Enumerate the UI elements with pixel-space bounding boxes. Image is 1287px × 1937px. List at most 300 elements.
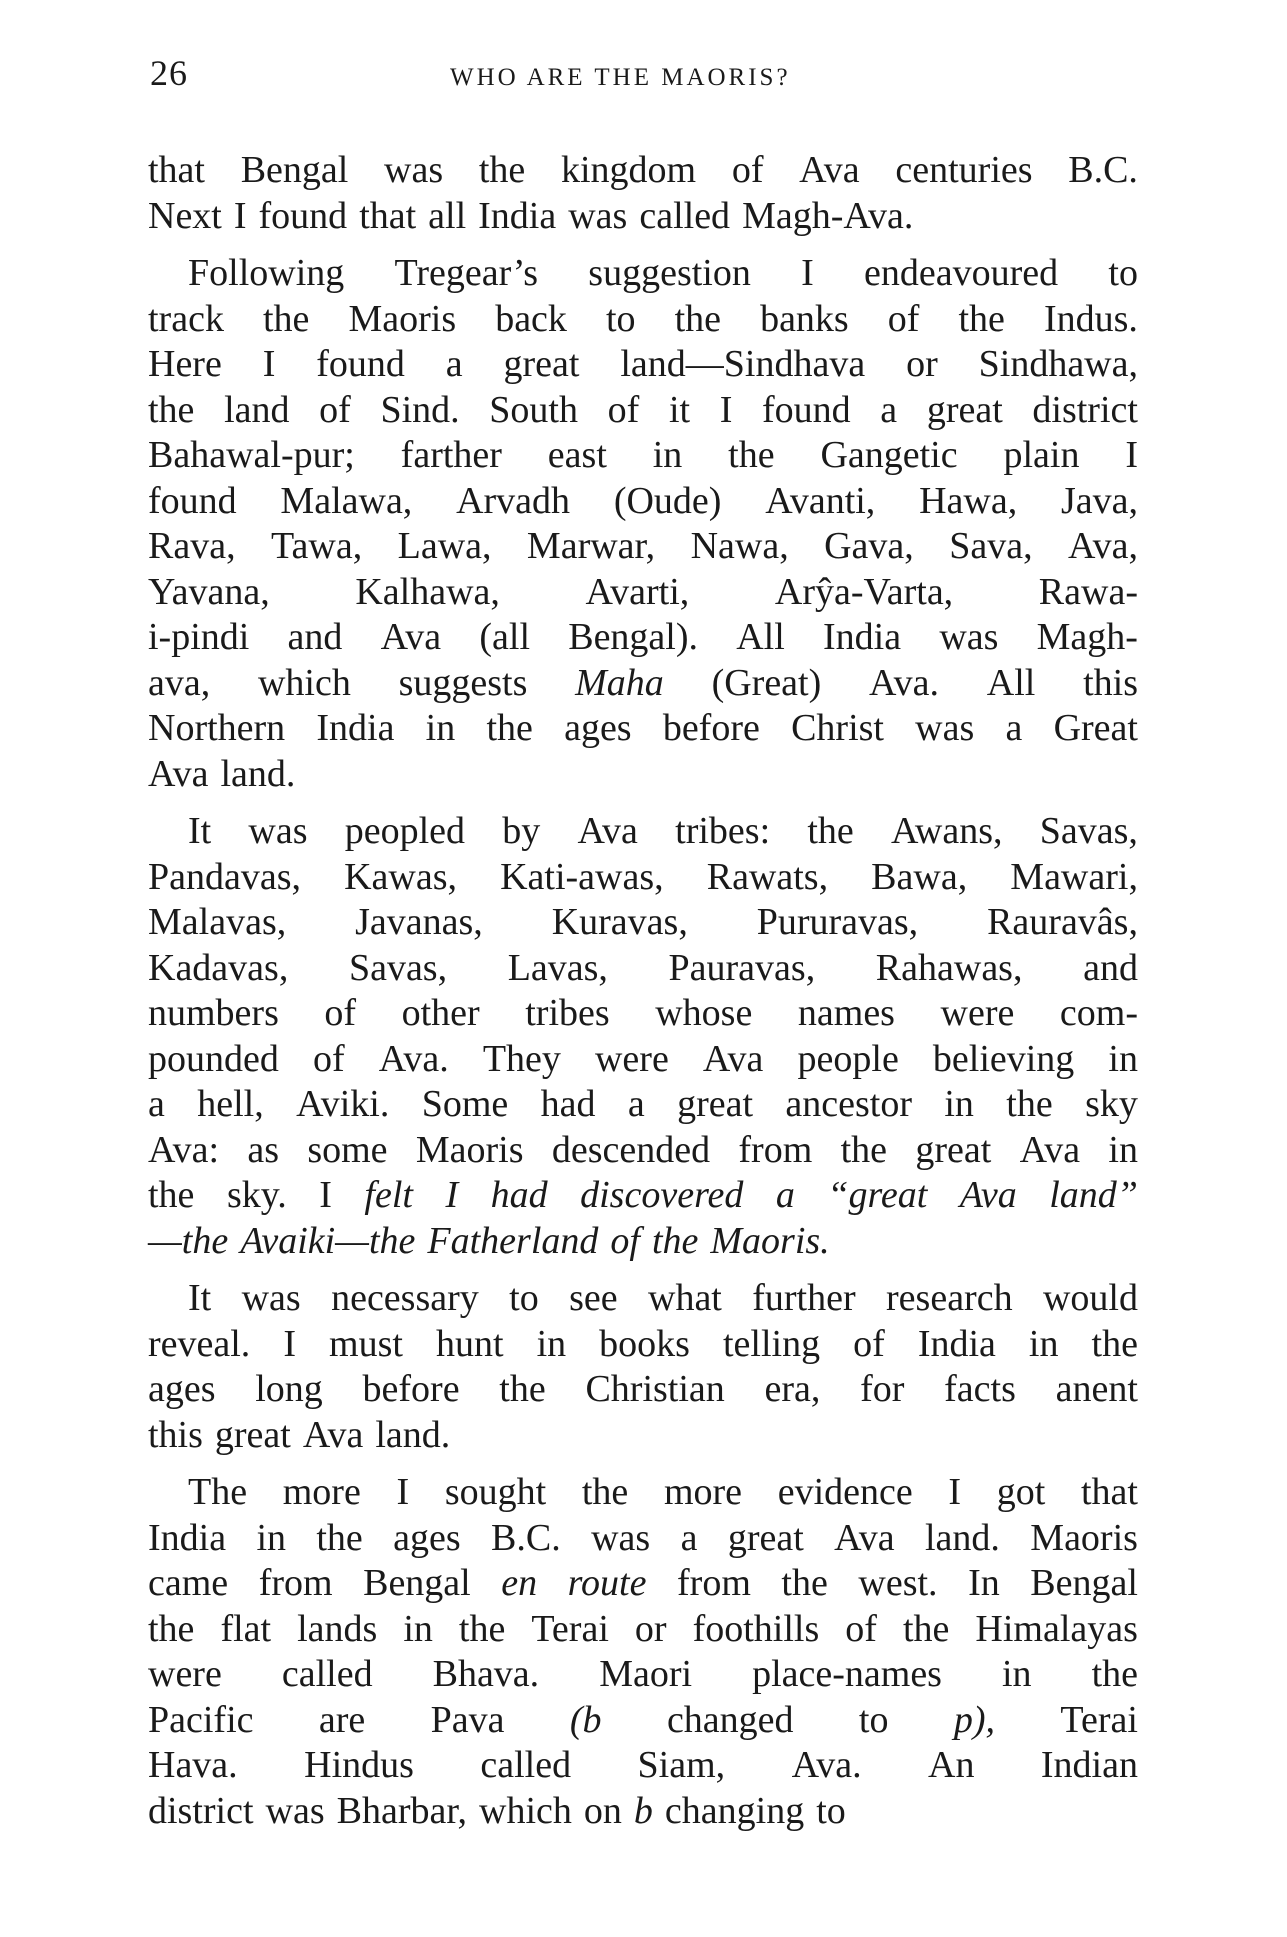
word: numbers bbox=[148, 992, 279, 1034]
paragraph bbox=[148, 1276, 1138, 1458]
word: All bbox=[986, 661, 1036, 704]
word: great bbox=[727, 1516, 804, 1559]
word: back bbox=[495, 297, 567, 340]
text-line bbox=[148, 1173, 1138, 1219]
word: —the bbox=[148, 1219, 229, 1262]
word: route bbox=[567, 1562, 647, 1604]
text-line bbox=[148, 194, 1138, 240]
word: from bbox=[677, 1562, 751, 1604]
word: Ava bbox=[302, 1413, 364, 1456]
word: Savas, bbox=[1039, 810, 1138, 852]
text-line bbox=[148, 1082, 1138, 1128]
word: endeavoured bbox=[864, 252, 1059, 294]
word: this bbox=[148, 1413, 203, 1456]
word: Indus. bbox=[1043, 297, 1138, 340]
word: or bbox=[634, 1607, 667, 1650]
word: was bbox=[568, 194, 628, 237]
word: was bbox=[241, 1277, 301, 1319]
text-line bbox=[148, 1322, 1138, 1368]
word: that bbox=[1080, 1471, 1138, 1513]
word: as bbox=[247, 1128, 280, 1171]
word: the bbox=[1006, 1083, 1053, 1125]
word: to bbox=[1108, 252, 1138, 294]
word: B.C. bbox=[491, 1516, 561, 1559]
word: Sindhawa, bbox=[978, 343, 1138, 385]
word: I bbox=[1125, 434, 1138, 476]
word: great bbox=[503, 343, 580, 385]
word: Gangetic bbox=[820, 434, 958, 476]
word: Northern bbox=[148, 707, 286, 749]
page-number: 26 bbox=[150, 53, 188, 93]
word: I bbox=[445, 1174, 459, 1216]
text-line bbox=[148, 1037, 1138, 1083]
word: Bhava. bbox=[432, 1653, 540, 1695]
word: Terai bbox=[1060, 1698, 1138, 1741]
word: era, bbox=[764, 1368, 821, 1410]
word: I bbox=[262, 343, 276, 385]
word: Maori bbox=[599, 1653, 693, 1695]
word: India bbox=[148, 1516, 227, 1559]
word: com- bbox=[1059, 992, 1138, 1034]
word: sky. bbox=[226, 1174, 287, 1216]
word: the bbox=[807, 810, 854, 852]
word: descended bbox=[551, 1128, 711, 1171]
word: Ava bbox=[702, 1037, 764, 1080]
word: in bbox=[256, 1516, 286, 1559]
word: to bbox=[509, 1277, 539, 1319]
text-line bbox=[148, 1219, 1138, 1265]
word: Sind. bbox=[380, 388, 460, 431]
word: of bbox=[845, 1607, 877, 1650]
word: Next bbox=[148, 194, 222, 237]
word: discovered bbox=[580, 1174, 744, 1216]
text-line bbox=[148, 1561, 1138, 1607]
word: was bbox=[248, 810, 308, 852]
word: Ava: bbox=[148, 1128, 220, 1171]
word: people bbox=[797, 1037, 899, 1080]
word: the bbox=[316, 1516, 363, 1559]
word: and bbox=[287, 616, 343, 658]
word: was bbox=[939, 616, 999, 658]
word: a bbox=[680, 1516, 698, 1559]
word: In bbox=[968, 1562, 1000, 1604]
word: a bbox=[445, 343, 463, 385]
word: in bbox=[652, 434, 683, 476]
word: banks bbox=[760, 297, 849, 340]
word: Marwar, bbox=[526, 525, 656, 567]
word: (b bbox=[569, 1698, 602, 1741]
word: Ava bbox=[959, 1174, 1017, 1216]
word: believing bbox=[932, 1037, 1075, 1080]
word: foothills bbox=[692, 1607, 820, 1650]
word: were bbox=[940, 992, 1015, 1034]
word: peopled bbox=[344, 810, 466, 852]
word: Himalayas bbox=[975, 1607, 1138, 1650]
word: Pururavas, bbox=[756, 901, 919, 943]
word: India bbox=[917, 1322, 996, 1365]
word: All bbox=[736, 616, 785, 658]
word: Maoris bbox=[415, 1128, 524, 1171]
word: the bbox=[840, 1128, 888, 1171]
word: Terai bbox=[531, 1607, 609, 1650]
word: long bbox=[255, 1368, 323, 1410]
word: It bbox=[188, 1277, 212, 1319]
text-line bbox=[148, 900, 1138, 946]
word: some bbox=[307, 1128, 388, 1171]
word: Some bbox=[421, 1083, 509, 1125]
word: which bbox=[479, 1789, 572, 1832]
word: Ava bbox=[799, 149, 860, 191]
word: reveal. bbox=[148, 1322, 251, 1365]
word: Lawa, bbox=[397, 525, 492, 567]
word: I bbox=[233, 194, 247, 237]
word: of bbox=[319, 388, 351, 431]
word: Aviki. bbox=[296, 1083, 390, 1125]
word: in bbox=[425, 707, 456, 749]
word: plain bbox=[1003, 434, 1080, 476]
word: the bbox=[148, 1607, 195, 1650]
word: flat bbox=[220, 1607, 272, 1650]
word: further bbox=[752, 1277, 856, 1319]
word: Bharbar, bbox=[336, 1789, 468, 1832]
word: India bbox=[316, 707, 395, 749]
word: I bbox=[801, 252, 814, 294]
word: Indian bbox=[1040, 1744, 1138, 1786]
word: It bbox=[188, 810, 212, 852]
word: land. bbox=[375, 1413, 451, 1456]
word: Ava bbox=[380, 616, 442, 658]
text-line bbox=[148, 1652, 1138, 1698]
word: that bbox=[359, 194, 417, 237]
word: it bbox=[668, 388, 691, 431]
word: called bbox=[639, 194, 731, 237]
word: Rauravâs, bbox=[987, 901, 1138, 943]
text-line bbox=[148, 433, 1138, 479]
word: great bbox=[915, 1128, 992, 1171]
word: Christ bbox=[791, 707, 884, 749]
word: Java, bbox=[1060, 479, 1138, 522]
word: of bbox=[312, 1037, 345, 1080]
word: farther bbox=[400, 434, 502, 476]
word: in bbox=[1108, 1037, 1138, 1080]
word: had bbox=[490, 1174, 548, 1216]
word: Hava. bbox=[148, 1744, 238, 1786]
word: Rawats, bbox=[706, 855, 829, 898]
word: B.C. bbox=[1068, 149, 1138, 191]
word: other bbox=[401, 992, 480, 1034]
word: (Great) bbox=[711, 661, 822, 704]
word: district bbox=[1032, 388, 1138, 431]
word: Maha bbox=[575, 661, 664, 704]
word: Javanas, bbox=[355, 901, 483, 943]
word: “great bbox=[827, 1174, 928, 1216]
word: of bbox=[607, 388, 640, 431]
word: was bbox=[591, 1516, 651, 1559]
word: ancestor bbox=[785, 1083, 912, 1125]
body-text bbox=[148, 148, 1138, 1846]
word: Savas, bbox=[348, 946, 448, 989]
word: the bbox=[486, 707, 533, 749]
word: on bbox=[583, 1789, 622, 1832]
text-line bbox=[148, 661, 1138, 707]
word: India bbox=[823, 616, 902, 658]
word: Great bbox=[1053, 707, 1138, 749]
word: Rahawas, bbox=[875, 946, 1023, 989]
page-header bbox=[150, 52, 1140, 102]
word: in bbox=[1001, 1653, 1032, 1695]
word: hell, bbox=[197, 1083, 264, 1125]
word: Lavas, bbox=[507, 946, 608, 989]
word: of bbox=[324, 992, 357, 1034]
word: research bbox=[886, 1277, 1013, 1319]
word: I bbox=[719, 388, 733, 431]
word: to bbox=[605, 297, 636, 340]
word: suggestion bbox=[588, 252, 751, 294]
word: books bbox=[599, 1322, 690, 1365]
word: Kadavas, bbox=[148, 946, 289, 989]
word: South bbox=[489, 388, 578, 431]
word: Nawa, bbox=[690, 525, 789, 567]
text-line bbox=[148, 946, 1138, 992]
word: the bbox=[902, 1607, 950, 1650]
word: ages bbox=[564, 707, 632, 749]
word: Awans, bbox=[890, 810, 1003, 852]
word: a bbox=[880, 388, 898, 431]
text-line bbox=[148, 524, 1138, 570]
word: district bbox=[148, 1789, 254, 1832]
paragraph bbox=[148, 148, 1138, 239]
word: in bbox=[1028, 1322, 1059, 1365]
word: evidence bbox=[777, 1471, 913, 1513]
text-line bbox=[148, 1367, 1138, 1413]
word: was bbox=[384, 149, 444, 191]
word: Ava. bbox=[869, 661, 940, 704]
word: Bengal). bbox=[568, 616, 699, 658]
word: Tregear’s bbox=[394, 252, 539, 294]
word: p), bbox=[953, 1698, 996, 1741]
word: more bbox=[663, 1471, 743, 1513]
paragraph bbox=[148, 251, 1138, 797]
word: to bbox=[816, 1789, 846, 1832]
word: Kuravas, bbox=[551, 901, 688, 943]
word: land—Sindhava bbox=[620, 343, 866, 385]
word: pounded bbox=[148, 1037, 279, 1080]
word: I bbox=[396, 1471, 410, 1513]
word: had bbox=[540, 1083, 596, 1125]
word: before bbox=[362, 1368, 460, 1410]
word: Here bbox=[148, 343, 222, 385]
word: the bbox=[581, 1471, 629, 1513]
word: Arŷa-Varta, bbox=[774, 570, 954, 613]
word: must bbox=[329, 1322, 403, 1365]
word: in bbox=[536, 1322, 567, 1365]
word: the bbox=[958, 297, 1005, 340]
word: Siam, bbox=[637, 1744, 726, 1786]
word: Hindus bbox=[304, 1744, 414, 1786]
word: necessary bbox=[331, 1277, 479, 1319]
word: Tawa, bbox=[270, 525, 363, 567]
word: (all bbox=[479, 616, 530, 658]
word: the bbox=[499, 1368, 546, 1410]
word: tribes bbox=[525, 992, 610, 1034]
word: the bbox=[781, 1562, 828, 1604]
word: found bbox=[148, 479, 237, 522]
word: a bbox=[148, 1083, 165, 1125]
word: ages bbox=[393, 1516, 461, 1559]
word: a bbox=[627, 1083, 645, 1125]
word: and bbox=[1083, 946, 1138, 989]
word: from bbox=[258, 1562, 333, 1604]
word: Magh-Ava. bbox=[742, 194, 914, 237]
word: the bbox=[1091, 1322, 1138, 1365]
word: in bbox=[403, 1607, 433, 1650]
word: came bbox=[148, 1562, 229, 1604]
word: Following bbox=[188, 252, 345, 294]
word: land. bbox=[924, 1516, 1000, 1559]
word: changed bbox=[666, 1698, 794, 1741]
word: centuries bbox=[895, 149, 1033, 191]
text-line bbox=[148, 1128, 1138, 1174]
word: (Oude) bbox=[613, 479, 722, 522]
word: east bbox=[547, 434, 607, 476]
word: I bbox=[948, 1471, 962, 1513]
word: called bbox=[480, 1744, 572, 1786]
word: Bengal bbox=[363, 1562, 471, 1604]
word: Fatherland bbox=[427, 1219, 599, 1262]
word: of bbox=[731, 149, 764, 191]
word: land bbox=[224, 388, 290, 431]
word: what bbox=[648, 1277, 722, 1319]
text-line bbox=[148, 388, 1138, 434]
text-line bbox=[148, 1276, 1138, 1322]
word: Ava bbox=[834, 1516, 895, 1559]
word: found bbox=[258, 194, 348, 237]
text-line bbox=[148, 479, 1138, 525]
text-line bbox=[148, 809, 1138, 855]
word: the bbox=[674, 297, 722, 340]
word: Gava, bbox=[824, 525, 914, 567]
text-line bbox=[148, 1698, 1138, 1744]
word: the bbox=[148, 388, 195, 431]
word: of bbox=[853, 1322, 885, 1365]
word: all bbox=[428, 194, 467, 237]
word: b bbox=[633, 1789, 653, 1832]
word: a bbox=[775, 1174, 795, 1216]
word: found bbox=[316, 343, 405, 385]
text-line bbox=[148, 1607, 1138, 1653]
word: Malawa, bbox=[280, 479, 413, 522]
word: hunt bbox=[435, 1322, 504, 1365]
word: land. bbox=[220, 752, 296, 795]
word: suggests bbox=[398, 661, 528, 704]
word: were bbox=[594, 1037, 669, 1080]
word: great bbox=[214, 1413, 291, 1456]
word: Ava bbox=[577, 810, 638, 852]
text-line bbox=[148, 251, 1138, 297]
word: kingdom bbox=[560, 149, 697, 191]
word: names bbox=[797, 992, 895, 1034]
word: see bbox=[569, 1277, 618, 1319]
word: by bbox=[502, 810, 541, 852]
word: the bbox=[263, 297, 310, 340]
word: Bahawal-pur; bbox=[148, 434, 355, 476]
word: lands bbox=[297, 1607, 378, 1650]
text-line bbox=[148, 752, 1138, 798]
word: Bawa, bbox=[871, 855, 968, 898]
word: to bbox=[858, 1698, 889, 1741]
word: great bbox=[926, 388, 1003, 431]
word: Pava bbox=[430, 1698, 505, 1741]
word: in bbox=[944, 1083, 974, 1125]
word: this bbox=[1083, 661, 1138, 704]
word: of bbox=[610, 1219, 640, 1262]
word: the bbox=[651, 1219, 699, 1262]
word: Magh- bbox=[1036, 616, 1138, 658]
word: land” bbox=[1049, 1174, 1138, 1216]
word: The bbox=[188, 1471, 248, 1513]
word: Pacific bbox=[148, 1698, 254, 1741]
text-line bbox=[148, 1413, 1138, 1459]
word: Yavana, bbox=[148, 570, 270, 613]
word: was bbox=[265, 1789, 325, 1832]
word: I bbox=[319, 1174, 332, 1216]
text-line bbox=[148, 1470, 1138, 1516]
word: Christian bbox=[585, 1368, 725, 1410]
text-line bbox=[148, 855, 1138, 901]
word: Rava, bbox=[148, 525, 236, 567]
text-line bbox=[148, 1516, 1138, 1562]
text-line bbox=[148, 342, 1138, 388]
word: Bengal bbox=[1030, 1562, 1138, 1604]
text-line bbox=[148, 1743, 1138, 1789]
word: of bbox=[887, 297, 920, 340]
word: Pauravas, bbox=[668, 946, 816, 989]
word: Avaiki—the bbox=[240, 1219, 416, 1262]
word: found bbox=[762, 388, 851, 431]
word: were bbox=[148, 1653, 222, 1695]
word: called bbox=[281, 1653, 373, 1695]
word: India bbox=[478, 194, 557, 237]
word: Avanti, bbox=[765, 479, 876, 522]
word: anent bbox=[1055, 1368, 1138, 1410]
word: was bbox=[915, 707, 975, 749]
word: Mawari, bbox=[1010, 855, 1138, 898]
word: changing bbox=[664, 1789, 805, 1832]
word: the bbox=[728, 434, 775, 476]
text-line bbox=[148, 570, 1138, 616]
word: from bbox=[738, 1128, 813, 1171]
word: ava, bbox=[148, 661, 211, 704]
word: that bbox=[148, 149, 205, 191]
word: got bbox=[996, 1471, 1046, 1513]
word: Kalhawa, bbox=[355, 570, 500, 613]
word: Pandavas, bbox=[148, 855, 302, 898]
word: en bbox=[501, 1562, 538, 1604]
word: i-pindi bbox=[148, 616, 250, 658]
word: telling bbox=[722, 1322, 821, 1365]
word: Avarti, bbox=[585, 570, 690, 613]
word: west. bbox=[858, 1562, 938, 1604]
text-line bbox=[148, 297, 1138, 343]
word: Kati-awas, bbox=[500, 855, 664, 898]
word: or bbox=[906, 343, 938, 385]
word: Rawa- bbox=[1038, 570, 1138, 613]
word: a bbox=[1005, 707, 1023, 749]
word: Ava bbox=[148, 752, 209, 795]
word: Maoris. bbox=[710, 1219, 830, 1262]
word: are bbox=[318, 1698, 366, 1741]
word: Ava, bbox=[1067, 525, 1138, 567]
